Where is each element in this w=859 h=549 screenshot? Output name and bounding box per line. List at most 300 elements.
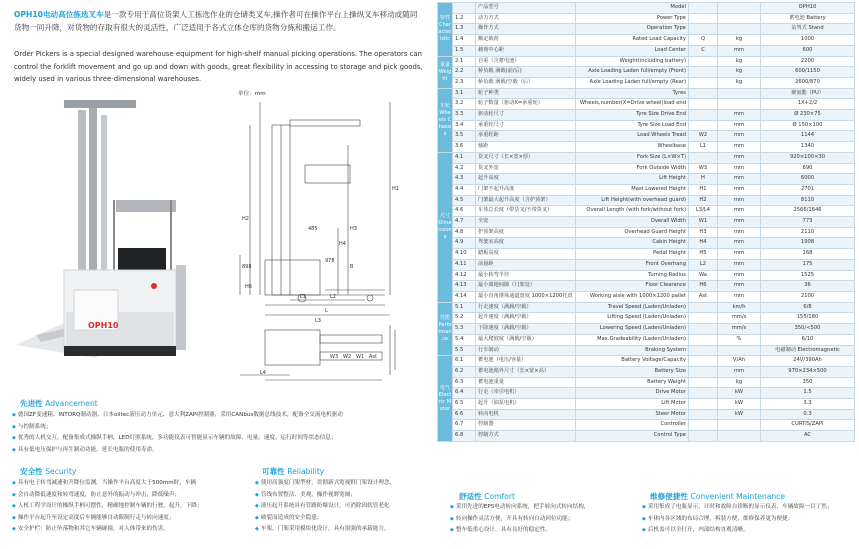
table-row xyxy=(438,45,855,56)
table-cell: 全宽 xyxy=(476,217,576,228)
table-cell xyxy=(689,120,718,131)
table-cell: Overhead Guard Height xyxy=(576,227,689,238)
table-cell: 蓄电池 Battery xyxy=(761,13,855,24)
table-cell: mm xyxy=(718,120,761,131)
table-cell: V/Ah xyxy=(718,356,761,367)
table-cell xyxy=(689,356,718,367)
table-cell: 3.1 xyxy=(453,88,476,99)
table-cell: mm xyxy=(718,227,761,238)
table-cell: 2110 xyxy=(761,227,855,238)
model-title: OPH10电动高位拣选叉车 xyxy=(14,10,104,19)
table-cell: 168 xyxy=(761,249,855,260)
table-cell: 轮子种类 xyxy=(476,88,576,99)
table-row xyxy=(438,324,855,335)
table-cell xyxy=(689,152,718,163)
table-row xyxy=(438,163,855,174)
list-item: ◆ 具有电子转弯减速和升降位监测，当操作平台高度大于500mm时，车辆 xyxy=(12,478,247,490)
table-cell: 0.3 xyxy=(761,409,855,420)
table-cell: Battery Voltage/Capacity xyxy=(576,356,689,367)
table-cell xyxy=(689,99,718,110)
table-cell: 聚氨酯（PU） xyxy=(761,88,855,99)
table-cell: Wheels,number(X=Drive wheel)load end xyxy=(576,99,689,110)
table-cell: 690 xyxy=(761,163,855,174)
table-cell: mm xyxy=(718,259,761,270)
table-cell: 2.2 xyxy=(453,67,476,78)
spec-group-label: 电气 Electric Motor xyxy=(438,356,453,442)
table-cell: 起升速度（满载/空载） xyxy=(476,313,576,324)
table-cell: 最小离地间隙（门架处） xyxy=(476,281,576,292)
table-cell: L2 xyxy=(689,259,718,270)
machine-brand-label: OPH10 xyxy=(88,321,119,330)
list-item: ◆ 安全护栏：防止坠落物和其它车辆碰撞，对人体带来的伤害。 xyxy=(12,524,247,536)
table-row xyxy=(438,249,855,260)
dimension-drawing xyxy=(230,90,430,390)
table-cell xyxy=(689,88,718,99)
table-row xyxy=(438,13,855,24)
table-cell: 175 xyxy=(761,259,855,270)
table-cell: Tyres xyxy=(576,88,689,99)
spec-group-label: 尺寸 Dimensions xyxy=(438,152,453,302)
table-cell: 产品型号 xyxy=(476,3,576,14)
table-row xyxy=(438,345,855,356)
table-cell: mm xyxy=(718,366,761,377)
table-cell: kg xyxy=(718,56,761,67)
table-cell: 4.9 xyxy=(453,238,476,249)
table-cell xyxy=(718,3,761,14)
table-row xyxy=(438,238,855,249)
list-item: ◆ 操作平台起升至设定高度后车辆能够自动限制行走与转向速度； xyxy=(12,513,247,525)
table-cell: 承重轮距 xyxy=(476,131,576,142)
spec-group-label: 车轮 Wheels Chassis xyxy=(438,88,453,152)
table-cell: 5.3 xyxy=(453,324,476,335)
table-cell: 踏板高度 xyxy=(476,249,576,260)
table-row xyxy=(438,302,855,313)
table-cell: Max.Gradeability (Laden/Unladen) xyxy=(576,334,689,345)
table-row xyxy=(438,409,855,420)
table-cell: 行车制动 xyxy=(476,345,576,356)
table-cell xyxy=(718,24,761,35)
table-cell: 3.2 xyxy=(453,99,476,110)
table-cell: mm xyxy=(718,291,761,302)
table-row xyxy=(438,431,855,442)
table-cell xyxy=(689,13,718,24)
table-cell: Lift Height xyxy=(576,174,689,185)
table-row xyxy=(438,206,855,217)
table-cell xyxy=(689,431,718,442)
table-cell xyxy=(718,99,761,110)
table-cell: 自重（含蓄电池） xyxy=(476,56,576,67)
table-cell: 5.1 xyxy=(453,302,476,313)
reliability-list xyxy=(255,478,427,536)
table-cell: Ø 230×75 xyxy=(761,110,855,121)
table-cell: kW xyxy=(718,388,761,399)
table-cell: Load Wheels Tread xyxy=(576,131,689,142)
table-cell: 车体总长度（带货叉/不带货叉） xyxy=(476,206,576,217)
table-row xyxy=(438,142,855,153)
dim-label-h1: H2 xyxy=(242,216,249,222)
table-cell: 6.8 xyxy=(453,431,476,442)
table-cell: 2100 xyxy=(761,291,855,302)
table-cell xyxy=(689,399,718,410)
dim-label-l: L xyxy=(325,308,328,314)
reliability-heading-en: Reliability xyxy=(287,467,325,476)
table-cell: 货叉尺寸（长×宽×厚） xyxy=(476,152,576,163)
table-cell: Mast Lowered Height xyxy=(576,184,689,195)
table-cell: 蓄电池重量 xyxy=(476,377,576,388)
table-cell xyxy=(689,345,718,356)
table-cell: 6/8 xyxy=(761,302,855,313)
list-item: ◆ 后机盖可以全打开，内部结构直观清晰。 xyxy=(642,525,857,537)
table-cell: Operation Type xyxy=(576,24,689,35)
table-cell: 门架不起升高度 xyxy=(476,184,576,195)
table-cell: mm/s xyxy=(718,324,761,335)
table-cell: 门架最大起升高度（含护顶架） xyxy=(476,195,576,206)
table-cell: 1.5 xyxy=(453,45,476,56)
comfort-heading xyxy=(459,491,515,502)
table-cell: 2566/1646 xyxy=(761,206,855,217)
table-cell: Braking System xyxy=(576,345,689,356)
table-cell: 600 xyxy=(761,45,855,56)
table-cell: CURTIS/ZAPI xyxy=(761,420,855,431)
table-cell: mm xyxy=(718,249,761,260)
table-cell xyxy=(689,302,718,313)
table-cell: 155/180 xyxy=(761,313,855,324)
table-row xyxy=(438,270,855,281)
table-cell: Working aisle with 1000×1200 pallet xyxy=(576,291,689,302)
dim-label-ast: Ast xyxy=(369,354,377,360)
list-item: ◆ 具有低电压保护与再生制动功能，延长电瓶的使用寿命。 xyxy=(12,445,424,457)
list-item: ◆ 转向操作灵活方便，开具有转向自动回位功能； xyxy=(450,514,640,526)
advancement-heading xyxy=(20,398,98,409)
maintenance-heading xyxy=(650,491,785,502)
table-cell: 护顶架高度 xyxy=(476,227,576,238)
table-cell: 6.2 xyxy=(453,366,476,377)
table-cell xyxy=(689,77,718,88)
table-cell: 控制方式 xyxy=(476,431,576,442)
list-item: ◆ 采用集成了电瓶显示、计时和故障自诊断的显示仪表，车辆故障一目了然； xyxy=(642,502,857,514)
table-cell xyxy=(718,420,761,431)
table-cell: 36 xyxy=(761,281,855,292)
table-cell xyxy=(718,13,761,24)
table-cell: 4.5 xyxy=(453,195,476,206)
table-cell: mm xyxy=(718,142,761,153)
table-cell: Wa xyxy=(689,270,718,281)
list-item: ◆ 与控制系统； xyxy=(12,422,424,434)
table-cell: W3 xyxy=(689,163,718,174)
security-heading-en: Security xyxy=(45,467,77,476)
table-cell: 起升（油泵电机） xyxy=(476,399,576,410)
table-row xyxy=(438,110,855,121)
table-cell xyxy=(718,345,761,356)
table-cell: 动力方式 xyxy=(476,13,576,24)
table-cell: 轮子数量（驱动X=承重轮） xyxy=(476,99,576,110)
table-cell: 6/10 xyxy=(761,334,855,345)
table-cell: Weight(including battery) xyxy=(576,56,689,67)
table-cell: 2200 xyxy=(761,56,855,67)
list-item: ◆ 车架、门架采用模块化设计，具有很强的承载能力。 xyxy=(255,524,427,536)
table-cell: Lowering Speed (Laden/Unladen) xyxy=(576,324,689,335)
intro-en: Order Pickers is a special designed warehouse equipment for high-shelf manual picking operations. The operators can control the forklift movement and go up and down with goods, great flexibility in accessing to storage and pick goods, widely used in various three-dimensional warehouses. xyxy=(14,50,423,83)
table-cell: Q xyxy=(689,35,718,46)
table-cell: kg xyxy=(718,67,761,78)
table-row xyxy=(438,152,855,163)
table-cell: km/h xyxy=(718,302,761,313)
table-cell: Overall Length (with fork/without fork) xyxy=(576,206,689,217)
advancement-list xyxy=(12,410,424,456)
maintenance-list xyxy=(642,502,857,537)
table-cell: 2.1 xyxy=(453,56,476,67)
table-cell: 承重轮尺寸 xyxy=(476,120,576,131)
table-cell: 3.3 xyxy=(761,399,855,410)
spec-group-label: 特性 Characteristic xyxy=(438,3,453,57)
table-row xyxy=(438,77,855,88)
table-cell: 1908 xyxy=(761,238,855,249)
table-cell: 最小转弯半径 xyxy=(476,270,576,281)
table-cell: 最小直角堆垛通道宽度 1000×1200托盘 xyxy=(476,291,576,302)
table-row xyxy=(438,67,855,78)
table-row xyxy=(438,56,855,67)
list-item: ◆ 会自动降低速度和转弯速度，防止意外的振动与冲击，降低噪声； xyxy=(12,490,247,502)
intro-cn xyxy=(14,8,424,34)
table-cell: 6.1 xyxy=(453,356,476,367)
table-cell xyxy=(689,388,718,399)
list-item: ◆ 优秀的人机交互，配备集成式操纵手柄，LED灯照系统，多功能仪表可智能显示车辆的故障、电量、速度、运行时间等状态信息； xyxy=(12,433,424,445)
table-cell: 350 xyxy=(761,377,855,388)
table-cell: 桥负载 满载(前/后) xyxy=(476,67,576,78)
table-cell: 1.5 xyxy=(761,388,855,399)
table-cell: Controller xyxy=(576,420,689,431)
comfort-heading-zh: 舒适性 xyxy=(459,492,482,501)
table-cell: 驾驶室高度 xyxy=(476,238,576,249)
dim-label-h2: H1 xyxy=(392,186,399,192)
table-cell xyxy=(689,377,718,388)
table-cell: H1 xyxy=(689,184,718,195)
table-cell: H4 xyxy=(689,238,718,249)
table-cell xyxy=(689,24,718,35)
table-cell: kg xyxy=(718,77,761,88)
table-cell: 2600/870 xyxy=(761,77,855,88)
table-cell: Power Type xyxy=(576,13,689,24)
table-cell: 6.6 xyxy=(453,409,476,420)
table-cell: 3.3 xyxy=(453,110,476,121)
table-cell: Ast xyxy=(689,291,718,302)
table-cell: Battery Weight xyxy=(576,377,689,388)
table-cell: mm xyxy=(718,174,761,185)
table-cell: mm xyxy=(718,206,761,217)
table-cell xyxy=(689,67,718,78)
dim-label-h4: H4 xyxy=(339,241,346,247)
table-cell: mm xyxy=(718,152,761,163)
table-row xyxy=(438,24,855,35)
table-cell: mm xyxy=(718,45,761,56)
table-cell xyxy=(689,420,718,431)
table-cell xyxy=(689,324,718,335)
table-cell: mm xyxy=(718,217,761,228)
table-cell: mm/s xyxy=(718,313,761,324)
table-cell: 4.3 xyxy=(453,174,476,185)
table-cell: mm xyxy=(718,195,761,206)
table-cell: H5 xyxy=(689,249,718,260)
table-cell: 773 xyxy=(761,217,855,228)
table-cell: mm xyxy=(718,281,761,292)
table-cell: 6.5 xyxy=(453,399,476,410)
table-cell: 970×234×500 xyxy=(761,366,855,377)
dim-label-h6: H6 xyxy=(245,284,252,290)
table-cell: 4.4 xyxy=(453,184,476,195)
table-cell: 4.12 xyxy=(453,270,476,281)
table-cell: 2701 xyxy=(761,184,855,195)
dim-label-978: 978 xyxy=(325,258,335,264)
table-cell: kW xyxy=(718,409,761,420)
list-item: ◆ 使用高强度门架型材，贯彻新式宽视野门架设计理念， xyxy=(255,478,427,490)
table-cell: AC xyxy=(761,431,855,442)
table-cell: 6.4 xyxy=(453,388,476,399)
table-cell: C xyxy=(689,45,718,56)
table-cell: 桥负载 满载/空载（后） xyxy=(476,77,576,88)
dim-label-898: 898 xyxy=(242,264,252,270)
table-cell: 4.2 xyxy=(453,163,476,174)
table-cell: 1525 xyxy=(761,270,855,281)
table-row xyxy=(438,227,855,238)
table-cell: 控制器 xyxy=(476,420,576,431)
table-row xyxy=(438,3,855,14)
table-cell: 电磁制动 Electromagnetic xyxy=(761,345,855,356)
table-cell: 驱动轮尺寸 xyxy=(476,110,576,121)
table-cell xyxy=(689,313,718,324)
maintenance-heading-zh: 维修便捷性 xyxy=(650,492,688,501)
comfort-heading-en: Comfort xyxy=(484,492,515,501)
table-cell: Lift Motor xyxy=(576,399,689,410)
table-cell: 4.13 xyxy=(453,281,476,292)
table-cell: 1340 xyxy=(761,142,855,153)
table-row xyxy=(438,184,855,195)
table-cell: mm xyxy=(718,270,761,281)
table-cell: 货叉外宽 xyxy=(476,163,576,174)
reliability-heading-zh: 可靠性 xyxy=(262,467,285,476)
list-item: ◆ 德国ZF变速箱、INTORQ制动器、日本oiltec液压动力单元、意大利ZAPI控制器，采用CANbus数据总线技术，配备全交流电机驱动 xyxy=(12,410,424,422)
table-row xyxy=(438,131,855,142)
table-row xyxy=(438,35,855,46)
table-cell: 350/<500 xyxy=(761,324,855,335)
table-cell: Floor Clearance xyxy=(576,281,689,292)
table-cell: mm xyxy=(718,131,761,142)
table-cell: 行走（牵引电机） xyxy=(476,388,576,399)
table-cell: Tyre Size Load End xyxy=(576,120,689,131)
table-cell: Overall Width xyxy=(576,217,689,228)
advancement-heading-zh: 先进性 xyxy=(20,399,43,408)
table-cell: 下降速度（满载/空载） xyxy=(476,324,576,335)
table-cell: 起升高度 xyxy=(476,174,576,185)
table-cell: 4.8 xyxy=(453,227,476,238)
table-cell: 载荷中心距 xyxy=(476,45,576,56)
intro-cn-text: 是一款专用于高位货架人工拣选作业的仓储类叉车,操作者可在操作平台上操纵叉车移动或随同货物一同升降，对货物的存取有很大的灵活性，广泛适用于各式立体仓库的货物分拣和搬运工作。 xyxy=(14,10,418,32)
table-cell: 最大爬坡度（满载/空载） xyxy=(476,334,576,345)
table-cell xyxy=(689,3,718,14)
table-cell: H2 xyxy=(689,195,718,206)
table-cell: Turning Radius xyxy=(576,270,689,281)
dim-label-l4: L4 xyxy=(260,370,266,376)
list-item: ◆ 液压起升系统具有管路防爆设计，可消除因软管老化 xyxy=(255,501,427,513)
table-cell: Pedal Height xyxy=(576,249,689,260)
table-cell: 24V/390Ah xyxy=(761,356,855,367)
table-cell: Fork Outside Width xyxy=(576,163,689,174)
dim-label-b: B xyxy=(350,264,354,270)
table-cell: Axle Loading Laden full/empty (Front) xyxy=(576,67,689,78)
table-row xyxy=(438,291,855,302)
table-row xyxy=(438,356,855,367)
table-cell: 8110 xyxy=(761,195,855,206)
table-cell: Tyre Size Drive End xyxy=(576,110,689,121)
table-cell: Fork Size (L×W×T) xyxy=(576,152,689,163)
table-cell: L1 xyxy=(689,142,718,153)
table-cell: Wheelbase xyxy=(576,142,689,153)
security-heading-zh: 安全性 xyxy=(20,467,43,476)
table-cell: 6000 xyxy=(761,174,855,185)
table-row xyxy=(438,195,855,206)
table-cell: Model xyxy=(576,3,689,14)
advancement-heading-en: Advancement xyxy=(45,399,98,408)
table-cell: Travel Speed (Laden/Unladen) xyxy=(576,302,689,313)
table-cell: L3/L4 xyxy=(689,206,718,217)
table-cell xyxy=(718,431,761,442)
list-item: ◆ 整车低重心设计，具有良好的稳定性。 xyxy=(450,525,640,537)
table-cell: 4.1 xyxy=(453,152,476,163)
table-cell: Rated Load Capacity xyxy=(576,35,689,46)
dim-label-h3: H3 xyxy=(350,226,357,232)
table-cell: kW xyxy=(718,399,761,410)
table-row xyxy=(438,399,855,410)
table-row xyxy=(438,88,855,99)
table-cell: 4.10 xyxy=(453,249,476,260)
table-cell: 1144 xyxy=(761,131,855,142)
table-cell: 3.4 xyxy=(453,120,476,131)
maintenance-heading-en: Convenient Maintenance xyxy=(690,492,786,501)
table-cell: OPH10 xyxy=(761,3,855,14)
table-cell: H xyxy=(689,174,718,185)
spec-group-label: 性能 Performance xyxy=(438,302,453,356)
table-cell xyxy=(689,366,718,377)
table-cell: mm xyxy=(718,184,761,195)
table-cell: 4.11 xyxy=(453,259,476,270)
list-item: ◆ 人机工程学设计的操纵手柄可摆性，精确地控制车辆的行驶，起升，下降； xyxy=(12,501,247,513)
list-item: ◆ 采用先进的EPS电动转向系统，把手转向式转向结构， xyxy=(450,502,640,514)
table-cell: H3 xyxy=(689,227,718,238)
table-row xyxy=(438,281,855,292)
table-cell: Ø 150×100 xyxy=(761,120,855,131)
table-cell: % xyxy=(718,334,761,345)
table-cell: 6.3 xyxy=(453,377,476,388)
table-cell: H6 xyxy=(689,281,718,292)
spec-group-label: 重量 Weight xyxy=(438,56,453,88)
table-row xyxy=(438,217,855,228)
table-cell: mm xyxy=(718,238,761,249)
table-row xyxy=(438,377,855,388)
table-cell: 操作方式 xyxy=(476,24,576,35)
table-cell: 1X+2/2 xyxy=(761,99,855,110)
list-item: ◆ 车体内各区域的布局合理，拆装方便，维修保养更为便捷； xyxy=(642,514,857,526)
table-cell: 轴距 xyxy=(476,142,576,153)
security-list xyxy=(12,478,247,536)
table-cell: Cabin Height xyxy=(576,238,689,249)
dim-label-w3: W3 xyxy=(330,354,339,360)
table-cell xyxy=(689,409,718,420)
dim-label-l1: L1 xyxy=(300,294,306,300)
dim-label-l2: L2 xyxy=(330,294,336,300)
table-cell: 3.5 xyxy=(453,131,476,142)
table-cell: mm xyxy=(718,163,761,174)
table-cell xyxy=(453,3,476,14)
table-cell: 前悬距 xyxy=(476,259,576,270)
